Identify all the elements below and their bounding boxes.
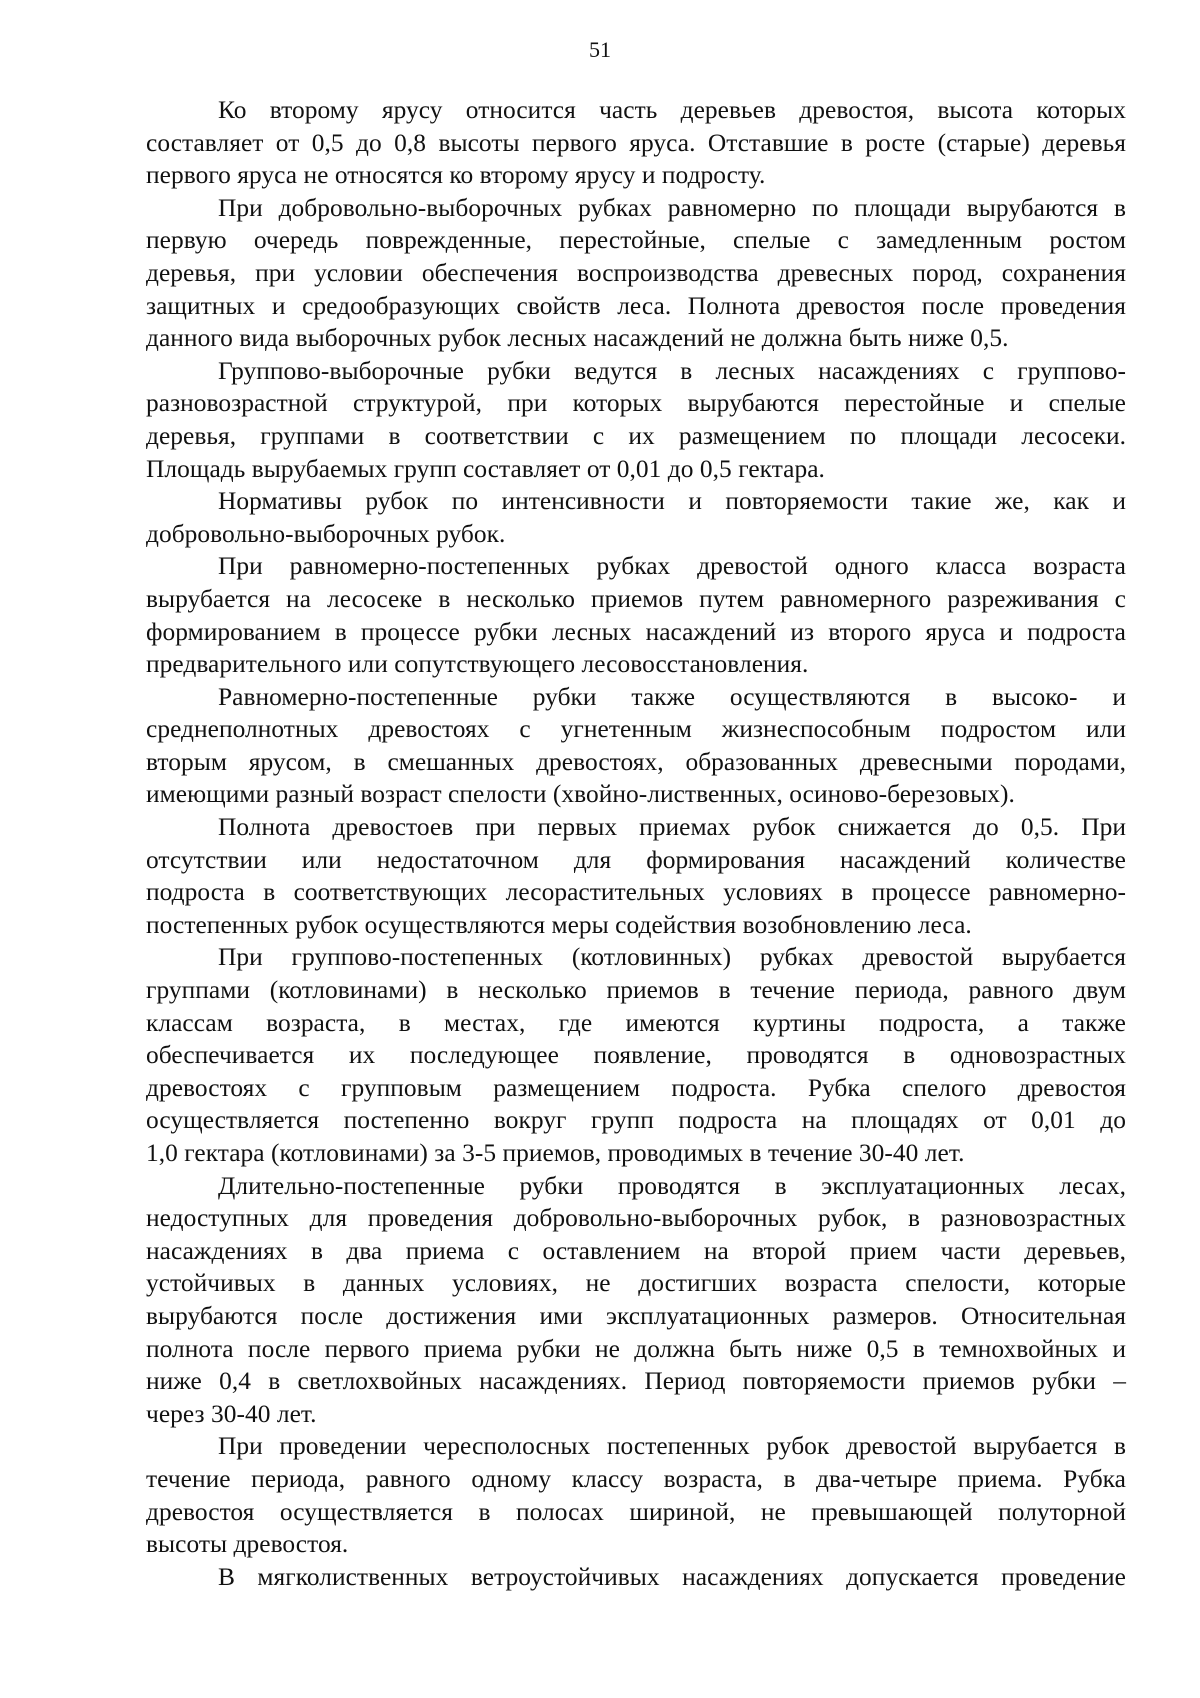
text-line: течение периода, равного одному классу возраста, в два-четыре приема. Рубка xyxy=(146,1464,1126,1493)
text-line: древостоях с групповым размещением подроста. Рубка спелого древостоя xyxy=(146,1073,1126,1102)
paragraph xyxy=(146,681,1126,811)
text-line: Полнота древостоев при первых приемах рубок снижается до 0,5. При xyxy=(218,813,1126,842)
text-line: обеспечивается их последующее появление, проводятся в одновозрастных xyxy=(146,1041,1126,1070)
text-line: При равномерно-постепенных рубках древостой одного класса возраста xyxy=(218,552,1126,581)
document-body xyxy=(146,94,1126,1593)
text-line: защитных и средообразующих свойств леса. Полнота древостоя после проведения xyxy=(146,291,1126,320)
paragraph xyxy=(146,1170,1126,1431)
text-line: данного вида выборочных рубок лесных насаждений не должна быть ниже 0,5. xyxy=(146,324,1009,353)
text-line: подроста в соответствующих лесорастительных условиях в процессе равномерно- xyxy=(146,878,1126,907)
text-line: вырубаются после достижения ими эксплуатационных размеров. Относительная xyxy=(146,1301,1126,1330)
text-line: первого яруса не относятся ко второму ярусу и подросту. xyxy=(146,161,766,190)
text-line: При проведении чересполосных постепенных рубок древостой вырубается в xyxy=(218,1432,1126,1461)
text-line: среднеполнотных древостоях с угнетенным жизнеспособным подростом или xyxy=(146,715,1126,744)
page-number: 51 xyxy=(589,37,611,62)
paragraph xyxy=(146,355,1126,485)
text-line: В мягколиственных ветроустойчивых насаждениях допускается проведение xyxy=(218,1562,1126,1591)
text-line: первую очередь поврежденные, перестойные, спелые с замедленным ростом xyxy=(146,226,1126,255)
paragraph xyxy=(146,811,1126,941)
text-line: отсутствии или недостаточном для формирования насаждений количестве xyxy=(146,845,1126,874)
text-line: полнота после первого приема рубки не должна быть ниже 0,5 в темнохвойных и xyxy=(146,1334,1126,1363)
text-line: классам возраста, в местах, где имеются куртины подроста, а также xyxy=(146,1008,1126,1037)
paragraph xyxy=(146,1430,1126,1560)
text-line: 1,0 гектара (котловинами) за 3-5 приемов, проводимых в течение 30-40 лет. xyxy=(146,1139,965,1167)
text-line: деревья, при условии обеспечения воспроизводства древесных пород, сохранения xyxy=(146,258,1126,287)
text-line: недоступных для проведения добровольно-выборочных рубок, в разновозрастных xyxy=(146,1204,1126,1233)
text-line: разновозрастной структурой, при которых вырубаются перестойные и спелые xyxy=(146,389,1126,418)
text-line: При группово-постепенных (котловинных) рубках древостой вырубается xyxy=(218,943,1126,972)
text-line: деревья, группами в соответствии с их размещением по площади лесосеки. xyxy=(146,421,1126,450)
text-line: вырубается на лесосеке в несколько приемов путем равномерного разреживания с xyxy=(146,584,1126,613)
paragraph xyxy=(146,941,1126,1169)
text-line: предварительного или сопутствующего лесовосстановления. xyxy=(146,650,809,679)
text-line: добровольно-выборочных рубок. xyxy=(146,519,506,548)
text-line: насаждениях в два приема с оставлением на второй прием части деревьев, xyxy=(146,1236,1126,1265)
text-line: осуществляется постепенно вокруг групп подроста на площадях от 0,01 до xyxy=(146,1106,1126,1135)
text-line: составляет от 0,5 до 0,8 высоты первого яруса. Отставшие в росте (старые) деревья xyxy=(146,128,1126,157)
text-line: При добровольно-выборочных рубках равномерно по площади вырубаются в xyxy=(218,193,1126,222)
text-line: вторым ярусом, в смешанных древостоях, образованных древесными породами, xyxy=(146,747,1126,776)
text-line: формированием в процессе рубки лесных насаждений из второго яруса и подроста xyxy=(146,617,1126,646)
paragraph xyxy=(146,485,1126,550)
text-line: постепенных рубок осуществляются меры содействия возобновлению леса. xyxy=(146,910,972,939)
text-line: высоты древостоя. xyxy=(146,1530,349,1559)
text-line: через 30-40 лет. xyxy=(146,1399,317,1428)
paragraph xyxy=(146,1561,1126,1594)
text-line: устойчивых в данных условиях, не достигших возраста спелости, которые xyxy=(146,1269,1126,1298)
text-line: ниже 0,4 в светлохвойных насаждениях. Период повторяемости приемов рубки – xyxy=(146,1367,1126,1396)
text-line: Ко второму ярусу относится часть деревьев древостоя, высота которых xyxy=(218,96,1126,124)
text-line: Площадь вырубаемых групп составляет от 0,01 до 0,5 гектара. xyxy=(146,454,825,483)
paragraph xyxy=(146,192,1126,355)
text-line: Нормативы рубок по интенсивности и повторяемости такие же, как и xyxy=(218,487,1126,516)
text-line: группами (котловинами) в несколько приемов в течение периода, равного двум xyxy=(146,976,1126,1005)
text-line: Группово-выборочные рубки ведутся в лесных насаждениях с группово- xyxy=(218,356,1126,385)
paragraph xyxy=(146,550,1126,680)
text-line: Равномерно-постепенные рубки также осуществляются в высоко- и xyxy=(218,682,1126,711)
text-line: Длительно-постепенные рубки проводятся в эксплуатационных лесах, xyxy=(218,1171,1126,1200)
text-line: древостоя осуществляется в полосах шириной, не превышающей полуторной xyxy=(146,1497,1126,1526)
text-line: имеющими разный возраст спелости (хвойно-лиственных, осиново-березовых). xyxy=(146,780,1015,809)
paragraph xyxy=(146,94,1126,192)
